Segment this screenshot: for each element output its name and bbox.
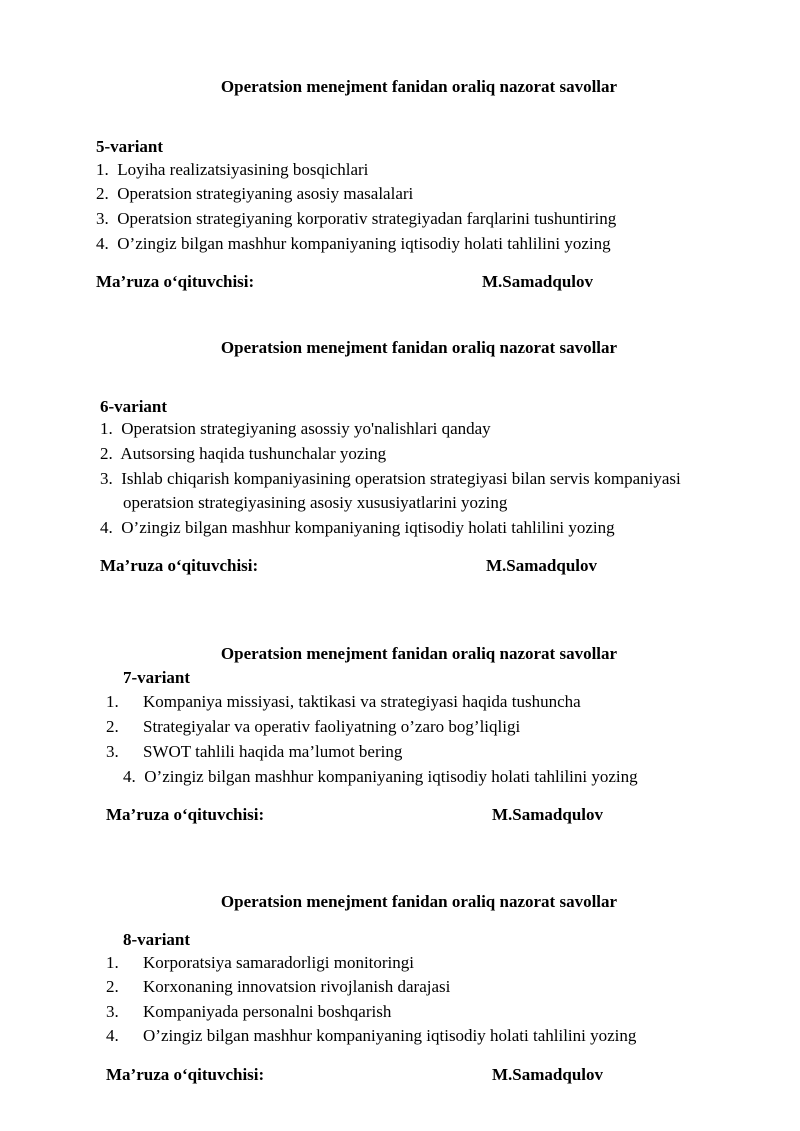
list-item: [96, 234, 611, 254]
list-number: 3.: [106, 742, 119, 761]
variant-label: 6-variant: [100, 397, 168, 416]
list-item: [123, 767, 638, 787]
list-text: O’zingiz bilgan mashhur kompaniyaning iqtisodiy holati tahlilini yozing: [117, 234, 611, 253]
teacher-label: Ma’ruza o‘qituvchisi:: [106, 805, 265, 824]
list-item: [96, 160, 368, 180]
list-text: O’zingiz bilgan mashhur kompaniyaning iqtisodiy holati tahlilini yozing: [143, 1026, 637, 1045]
teacher-name: M.Samadqulov: [482, 272, 593, 291]
list-number: 3.: [96, 209, 109, 228]
teacher-label: Ma’ruza o‘qituvchisi:: [106, 1065, 265, 1084]
list-number: 2.: [106, 977, 119, 996]
list-item: [96, 184, 413, 204]
list-number: 1.: [100, 419, 113, 438]
variant-label: 7-variant: [123, 668, 191, 687]
list-text: Strategiyalar va operativ faoliyatning o’zaro bog’liqligi: [143, 717, 521, 736]
list-text: O’zingiz bilgan mashhur kompaniyaning iqtisodiy holati tahlilini yozing: [121, 518, 615, 537]
teacher-label: Ma’ruza o‘qituvchisi:: [100, 556, 259, 575]
list-number: 1.: [106, 953, 119, 972]
list-text: Ishlab chiqarish kompaniyasining operatsion strategiyasi bilan servis kompaniyasi: [121, 469, 681, 488]
list-number: 2.: [106, 717, 119, 736]
list-item: [100, 444, 386, 464]
list-item: [106, 1002, 391, 1022]
list-item: [106, 692, 581, 712]
teacher-label: Ma’ruza o‘qituvchisi:: [96, 272, 255, 291]
list-number: 4.: [96, 234, 109, 253]
section-title: Operatsion menejment fanidan oraliq nazorat savollar: [220, 644, 618, 663]
list-text-continuation: operatsion strategiyasining asosiy xususiyatlarini yozing: [123, 493, 508, 512]
variant-label: 5-variant: [96, 137, 164, 156]
list-text: Operatsion strategiyaning asossiy yo'nalishlari qanday: [121, 419, 491, 438]
list-number: 1.: [96, 160, 109, 179]
list-item: [100, 518, 615, 538]
teacher-name: M.Samadqulov: [492, 805, 603, 824]
list-number: 4.: [123, 767, 136, 786]
list-number: 4.: [100, 518, 113, 537]
list-item: [106, 742, 402, 762]
list-item: [100, 419, 491, 439]
variant-label: 8-variant: [123, 930, 191, 949]
list-item: [106, 1026, 636, 1046]
list-text: Loyiha realizatsiyasining bosqichlari: [117, 160, 369, 179]
teacher-name: M.Samadqulov: [492, 1065, 603, 1084]
section-title: Operatsion menejment fanidan oraliq nazorat savollar: [220, 892, 618, 911]
list-number: 3.: [106, 1002, 119, 1021]
list-text: Kompaniyada personalni boshqarish: [143, 1002, 392, 1021]
section-title: Operatsion menejment fanidan oraliq nazorat savollar: [220, 338, 618, 357]
list-text: Korxonaning innovatsion rivojlanish darajasi: [143, 977, 451, 996]
list-item: [106, 977, 450, 997]
list-number: 1.: [106, 692, 119, 711]
list-item: [100, 469, 681, 489]
section-title: Operatsion menejment fanidan oraliq nazorat savollar: [220, 77, 618, 96]
list-number: 2.: [100, 444, 113, 463]
list-text: O’zingiz bilgan mashhur kompaniyaning iqtisodiy holati tahlilini yozing: [144, 767, 638, 786]
list-text: Korporatsiya samaradorligi monitoringi: [143, 953, 414, 972]
list-item: [106, 953, 414, 973]
list-item: [106, 717, 520, 737]
list-item: [96, 209, 616, 229]
list-number: 2.: [96, 184, 109, 203]
teacher-name: M.Samadqulov: [486, 556, 597, 575]
list-text: Autsorsing haqida tushunchalar yozing: [120, 444, 387, 463]
list-number: 3.: [100, 469, 113, 488]
list-number: 4.: [106, 1026, 119, 1045]
list-text: Kompaniya missiyasi, taktikasi va strategiyasi haqida tushuncha: [143, 692, 581, 711]
list-text: Operatsion strategiyaning asosiy masalalari: [117, 184, 414, 203]
list-text: SWOT tahlili haqida ma’lumot bering: [143, 742, 403, 761]
list-text: Operatsion strategiyaning korporativ strategiyadan farqlarini tushuntiring: [117, 209, 617, 228]
